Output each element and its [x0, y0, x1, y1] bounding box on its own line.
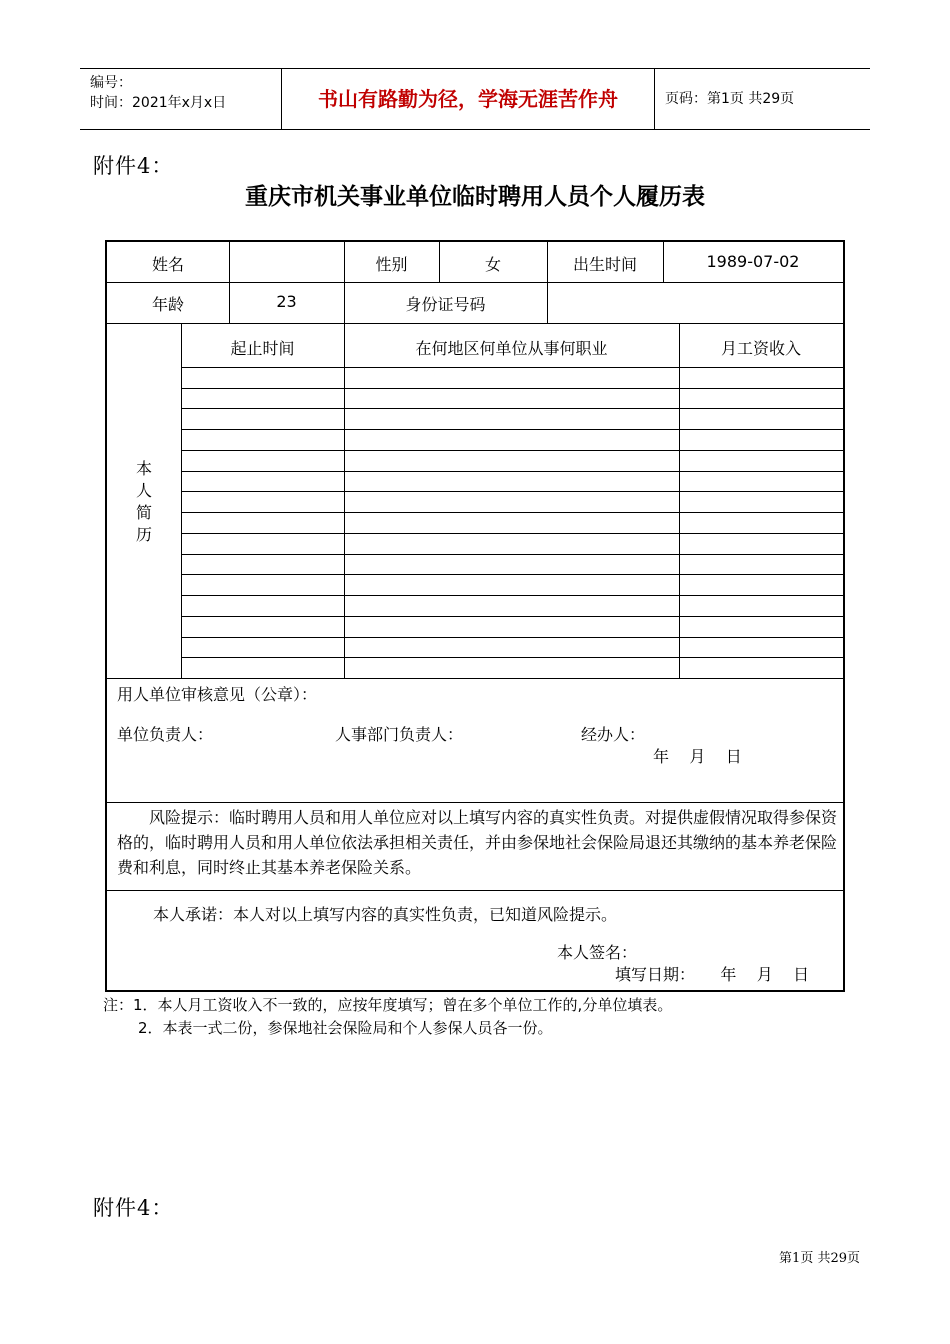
gender-field[interactable]: 女: [484, 255, 501, 274]
resume-row-line: [181, 512, 843, 513]
resume-row-line: [181, 637, 843, 638]
resume-row-line: [181, 595, 843, 596]
header-meta: [80, 69, 282, 129]
resume-row-line: [181, 616, 843, 617]
handler-label: 经办人：: [581, 725, 646, 744]
birth-field[interactable]: 1989-07-02: [706, 252, 800, 271]
hr-leader-label: 人事部门负责人：: [335, 725, 464, 744]
name-label: 姓名: [151, 255, 184, 274]
gender-label: 性别: [375, 255, 408, 274]
note-2: 2．本表一式二份，参保地社会保险局和个人参保人员各一份。: [138, 1019, 553, 1037]
resume-row-line: [181, 574, 843, 575]
header-motto: 书山有路勤为径，学海无涯苦作舟: [282, 69, 655, 129]
resume-side-label: 本 人 简 历: [135, 459, 152, 544]
resume-row-line: [181, 450, 843, 451]
unit-leader-label: 单位负责人：: [117, 725, 214, 744]
birth-label: 出生时间: [572, 255, 637, 274]
age-field[interactable]: 23: [276, 292, 297, 311]
resume-row-line: [181, 388, 843, 389]
resume-row-line: [181, 554, 843, 555]
col-workplace-header: 在何地区何单位从事何职业: [415, 339, 608, 358]
page-header: [80, 68, 870, 130]
id-label: 身份证号码: [405, 295, 486, 314]
review-opinion-label: 用人单位审核意见（公章）：: [117, 685, 318, 704]
commitment-text: 本人承诺：本人对以上填写内容的真实性负责，已知道风险提示。: [153, 905, 618, 924]
fill-date-label: 填写日期： 年 月 日: [615, 965, 810, 984]
resume-row-line: [181, 408, 843, 409]
page-footer: 第1页 共29页: [779, 1251, 860, 1266]
col-period-header: 起止时间: [230, 339, 295, 358]
resume-row-line: [181, 429, 843, 430]
attachment-label: 附件4：: [93, 154, 174, 178]
resume-row-line: [181, 471, 843, 472]
col-salary-header: 月工资收入: [720, 339, 801, 358]
form-title: 重庆市机关事业单位临时聘用人员个人履历表: [245, 183, 705, 210]
risk-notice: 风险提示：临时聘用人员和用人单位应对以上填写内容的真实性负责。对提供虚假情况取得参保资格的，临时聘用人员和用人单位依法承担相关责任，并由参保地社会保险局退还其缴纳的基本养老保险费和利息，同时终止其基本养老保险关系。: [117, 808, 838, 877]
signature-label: 本人签名：: [557, 943, 638, 962]
attachment-label-2: 附件4：: [93, 1196, 174, 1220]
resume-form: [105, 240, 845, 992]
resume-row-line: [181, 533, 843, 534]
note-1: 注：1．本人月工资收入不一致的，应按年度填写；曾在多个单位工作的,分单位填表。: [103, 996, 673, 1014]
time-label: 时间：2021年x月x日: [90, 95, 227, 111]
review-date-label: 年 月 日: [653, 747, 742, 766]
resume-row-line: [181, 657, 843, 658]
age-label: 年龄: [151, 295, 184, 314]
header-page-info: 页码：第1页 共29页: [665, 91, 795, 107]
resume-row-line: [181, 491, 843, 492]
number-label: 编号：: [90, 75, 132, 91]
